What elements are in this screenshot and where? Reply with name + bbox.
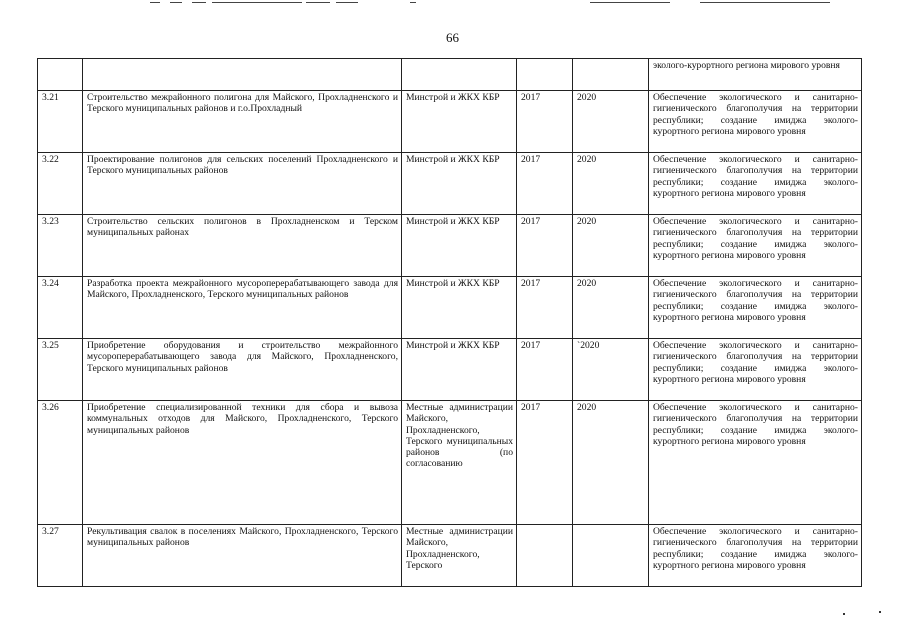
- measures-table: [37, 58, 862, 587]
- row-number: 3.22: [38, 153, 83, 215]
- expected-result: Обеспечение экологического и санитарно-гигиенического благополучия на территории республики; создание имиджа эколого-курортного региона мирового уровня: [649, 215, 862, 277]
- end-year: 2020: [573, 277, 649, 339]
- row-number: 3.21: [38, 91, 83, 153]
- scan-speck: [879, 611, 881, 613]
- table-row: [38, 153, 862, 215]
- top-scan-line: [306, 2, 330, 3]
- top-scan-line: [410, 2, 416, 3]
- end-year: 2020: [573, 153, 649, 215]
- measure-name: Строительство межрайонного полигона для Майского, Прохладненского и Терского муниципальных районов и г.о.Прохладный: [83, 91, 402, 153]
- measure-name: Проектирование полигонов для сельских поселений Прохладненского и Терского муниципальных районов: [83, 153, 402, 215]
- top-scan-line: [150, 2, 160, 3]
- row-number: 3.26: [38, 401, 83, 525]
- executor: Минстрой и ЖКХ КБР: [402, 277, 517, 339]
- top-scan-line: [336, 2, 358, 3]
- measure-name: Приобретение оборудования и строительство межрайонного мусороперерабатывающего завода для Майского, Прохладненского, Терского муниципальных районов: [83, 339, 402, 401]
- expected-result: Обеспечение экологического и санитарно-гигиенического благополучия на территории республики; создание имиджа эколого-курортного региона мирового уровня: [649, 339, 862, 401]
- expected-result: Обеспечение экологического и санитарно-гигиенического благополучия на территории республики; создание имиджа эколого-курортного региона мирового уровня: [649, 153, 862, 215]
- row-number: 3.24: [38, 277, 83, 339]
- measure-name: Строительство сельских полигонов в Прохладненском и Терском муниципальных районах: [83, 215, 402, 277]
- end-year: `2020: [573, 339, 649, 401]
- executor: [402, 59, 517, 91]
- top-scan-line: [170, 2, 182, 3]
- row-number: 3.27: [38, 525, 83, 587]
- start-year: 2017: [517, 153, 573, 215]
- end-year: 2020: [573, 91, 649, 153]
- start-year: 2017: [517, 91, 573, 153]
- executor: Местные администрации Майского, Прохладненского, Терского: [402, 525, 517, 587]
- end-year: [573, 59, 649, 91]
- table-row: [38, 401, 862, 525]
- table-row: [38, 91, 862, 153]
- top-scan-line: [700, 2, 830, 3]
- expected-result: Обеспечение экологического и санитарно-гигиенического благополучия на территории республики; создание имиджа эколого-курортного региона мирового уровня: [649, 277, 862, 339]
- row-number: 3.23: [38, 215, 83, 277]
- top-scan-line: [590, 2, 670, 3]
- measure-name: [83, 59, 402, 91]
- end-year: 2020: [573, 215, 649, 277]
- executor: Минстрой и ЖКХ КБР: [402, 215, 517, 277]
- expected-result: Обеспечение экологического и санитарно-гигиенического благополучия на территории республики; создание имиджа эколого-курортного региона мирового уровня: [649, 91, 862, 153]
- end-year: [573, 525, 649, 587]
- executor: Минстрой и ЖКХ КБР: [402, 339, 517, 401]
- table-row: [38, 277, 862, 339]
- expected-result: эколого-курортного региона мирового уровня: [649, 59, 862, 91]
- table-row: [38, 215, 862, 277]
- scan-speck: [843, 613, 845, 615]
- measure-name: Рекультивация свалок в поселениях Майского, Прохладненского, Терского муниципальных районов: [83, 525, 402, 587]
- expected-result: Обеспечение экологического и санитарно-гигиенического благополучия на территории республики; создание имиджа эколого-курортного региона мирового уровня: [649, 525, 862, 587]
- start-year: [517, 59, 573, 91]
- start-year: 2017: [517, 339, 573, 401]
- table-row-continued: [38, 59, 862, 91]
- executor: Минстрой и ЖКХ КБР: [402, 153, 517, 215]
- start-year: 2017: [517, 215, 573, 277]
- page-number: 66: [446, 30, 459, 45]
- measure-name: Разработка проекта межрайонного мусороперерабатывающего завода для Майского, Прохладненского, Терского муниципальных районов: [83, 277, 402, 339]
- table-row: [38, 525, 862, 587]
- top-scan-line: [212, 2, 302, 3]
- row-number: 3.25: [38, 339, 83, 401]
- executor: Местные администрации Майского, Прохладненского, Терского муниципальных районов (по согласованию: [402, 401, 517, 525]
- end-year: 2020: [573, 401, 649, 525]
- table-row: [38, 339, 862, 401]
- start-year: 2017: [517, 277, 573, 339]
- expected-result: Обеспечение экологического и санитарно-гигиенического благополучия на территории республики; создание имиджа эколого-курортного региона мирового уровня: [649, 401, 862, 525]
- row-number: [38, 59, 83, 91]
- start-year: 2017: [517, 401, 573, 525]
- start-year: [517, 525, 573, 587]
- top-scan-line: [192, 2, 206, 3]
- measure-name: Приобретение специализированной техники для сбора и вывоза коммунальных отходов для Майского, Прохладненского, Терского муниципальных районов: [83, 401, 402, 525]
- executor: Минстрой и ЖКХ КБР: [402, 91, 517, 153]
